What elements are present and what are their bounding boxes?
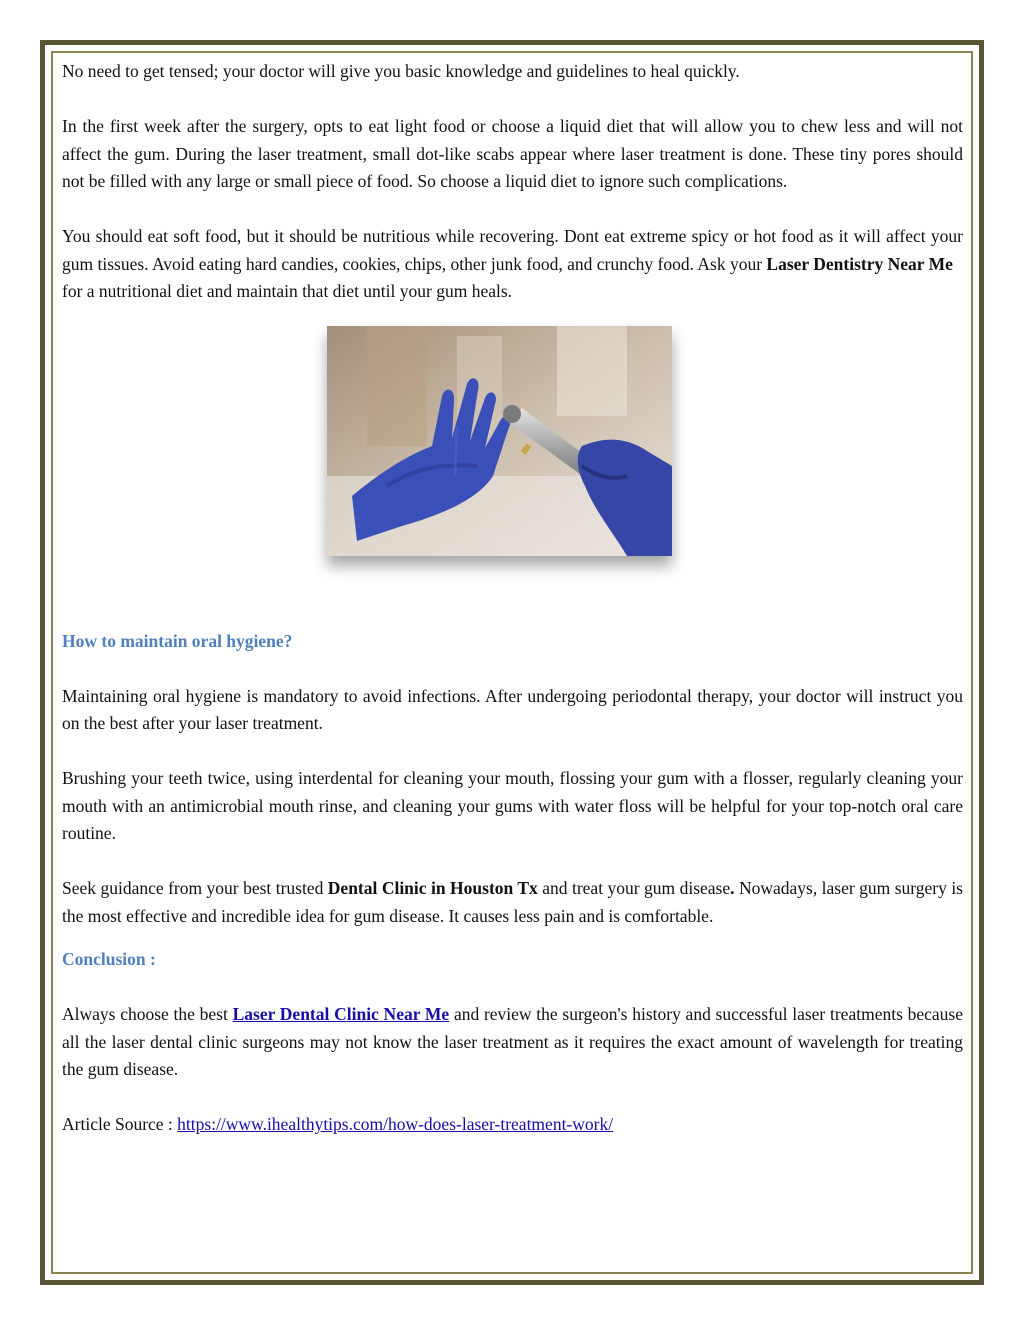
dental-clinic-houston-text: Dental Clinic in Houston Tx: [327, 878, 538, 898]
article-source: [62, 1111, 963, 1139]
paragraph-brushing: Brushing your teeth twice, using interdental for cleaning your mouth, flossing your gum with a flosser, regularly cleaning your mouth with an antimicrobial mouth rinse, and cleaning your gums with water floss will be helpful for your top-notch oral care routine.: [62, 768, 963, 843]
heading-oral-hygiene: How to maintain oral hygiene?: [62, 630, 293, 651]
conclusion-text-end: and review the surgeon's history and successful laser treatments because all the laser dental clinic surgeons may not know the laser treatment as it requires the exact amount of wavelength for treating the gum disease.: [62, 1004, 963, 1079]
paragraph-conclusion: [62, 1001, 963, 1084]
figure: [62, 306, 963, 628]
paragraph-first-week: In the first week after the surgery, opts to eat light food or choose a liquid diet that will allow you to chew less and will not affect the gum. During the laser treatment, small dot-like scabs appear where laser treatment is done. These tiny pores should not be filled with any large or small piece of food. So choose a liquid diet to ignore such complications.: [62, 116, 963, 191]
paragraph-maintaining-hygiene: Maintaining oral hygiene is mandatory to avoid infections. After undergoing periodontal therapy, your doctor will instruct you on the best after your laser treatment.: [62, 685, 963, 733]
paragraph-nutritional-diet: for a nutritional diet and maintain that diet until your gum heals.: [62, 281, 513, 301]
dental-handpiece-photo: [327, 326, 672, 556]
paragraph-soft-food: [62, 223, 963, 278]
conclusion-text-start: Always choose the best: [62, 1004, 233, 1024]
soft-food-text: You should eat soft food, but it should be nutritious while recovering. Dont eat extreme spicy or hot food as it will affect your gum tissues. Avoid eating hard candies, cookies, chips, other junk food, and crunchy food. Ask your: [62, 226, 963, 274]
heading-conclusion: Conclusion :: [62, 949, 156, 969]
laser-dental-clinic-link[interactable]: Laser Dental Clinic Near Me: [232, 1004, 450, 1024]
paragraph-seek-guidance: [62, 875, 963, 930]
paragraph-intro: No need to get tensed; your doctor will give you basic knowledge and guidelines to heal quickly.: [62, 61, 740, 81]
article-source-link[interactable]: https://www.ihealthytips.com/how-does-laser-treatment-work/: [177, 1114, 614, 1134]
article-body: [62, 58, 963, 1139]
bold-period: .: [730, 878, 735, 898]
seek-guidance-text: Seek guidance from your best trusted: [62, 878, 328, 898]
laser-dentistry-near-me-text: Laser Dentistry Near Me: [766, 253, 953, 274]
article-source-label: Article Source :: [62, 1114, 178, 1134]
laser-gum-surgery-text: Nowadays, laser gum surgery is the most effective and incredible idea for gum disease. It causes less pain and is comfortable.: [62, 878, 963, 926]
gum-disease-text: and treat your gum disease: [537, 878, 731, 898]
